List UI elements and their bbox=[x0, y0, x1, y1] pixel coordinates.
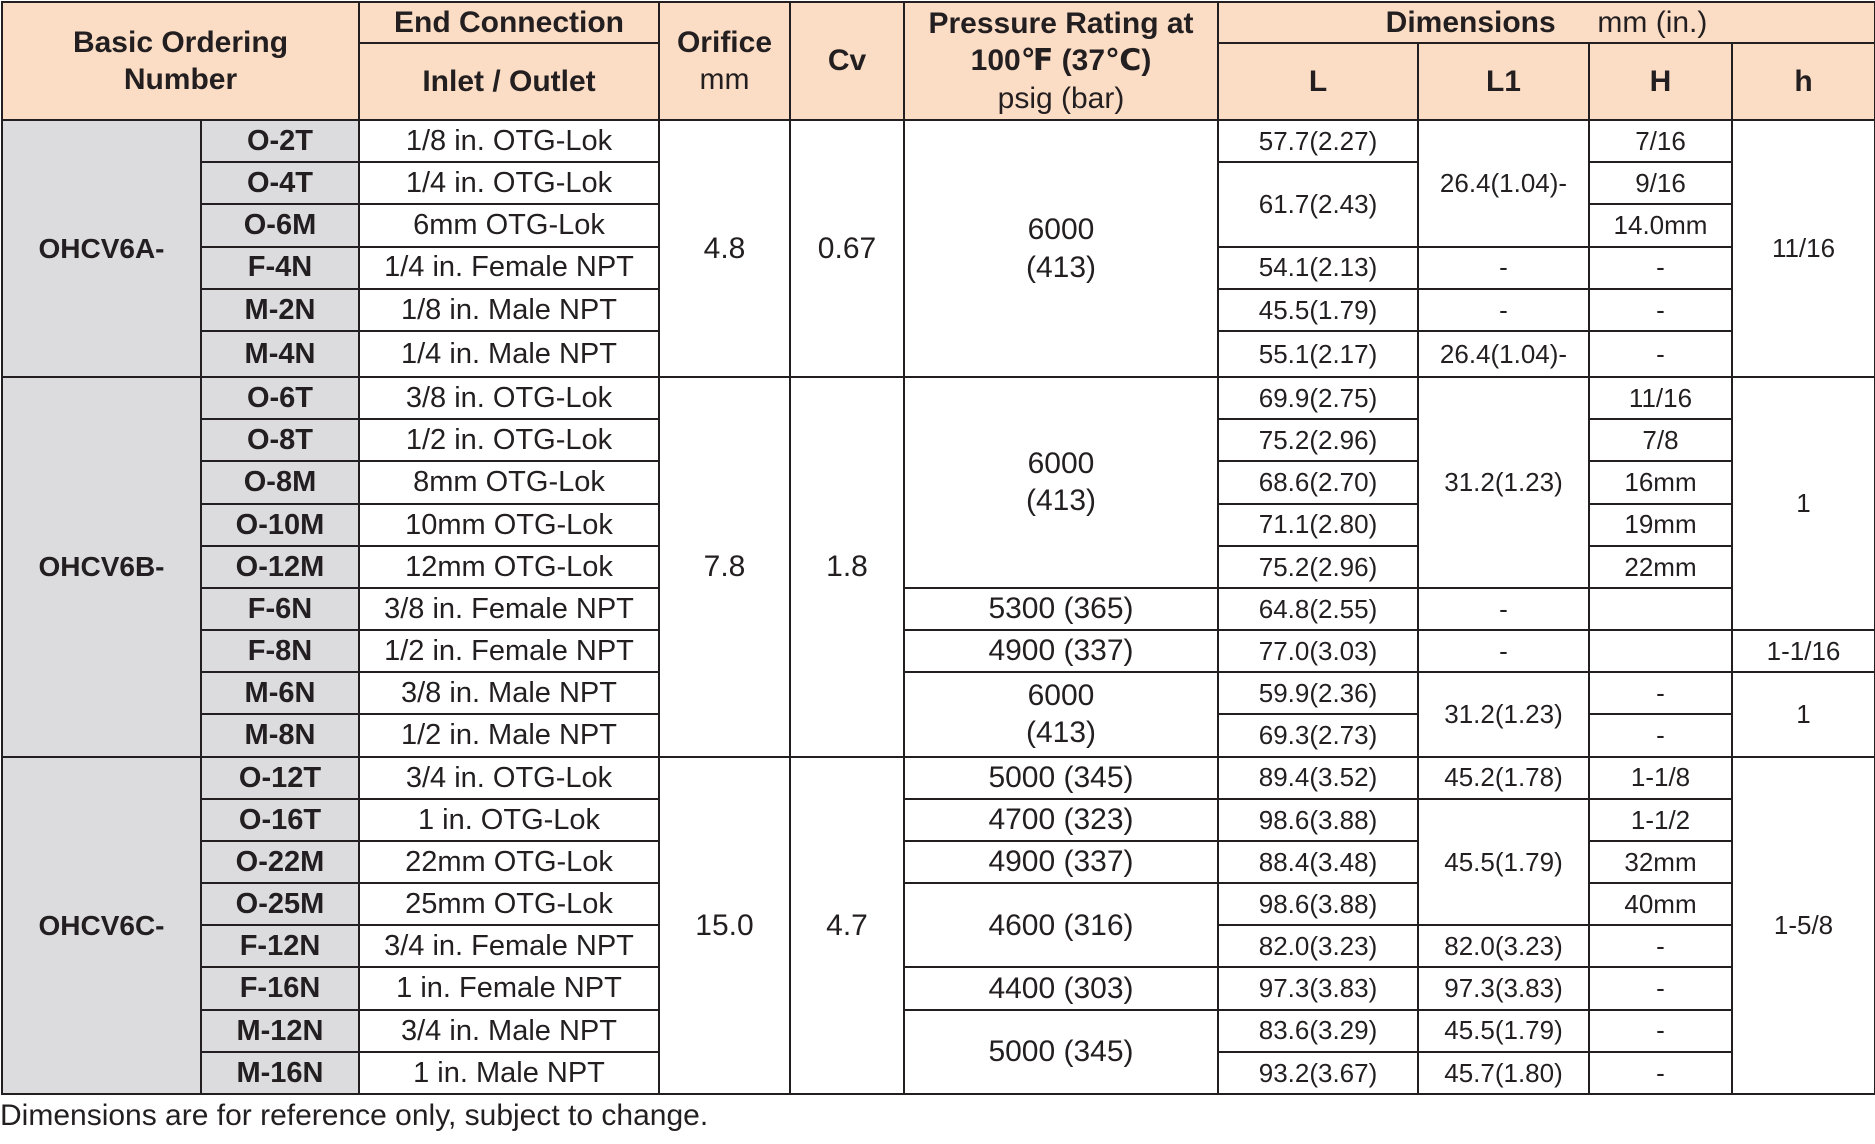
dim-small-h-cell: 1 bbox=[1732, 377, 1875, 630]
ordering-code: F-6N bbox=[201, 588, 359, 630]
dim-l-cell: 59.9(2.36) bbox=[1218, 672, 1418, 714]
dim-l1-cell: 97.3(3.83) bbox=[1418, 967, 1589, 1009]
dim-l-cell: 45.5(1.79) bbox=[1218, 289, 1418, 331]
pressure-cell: 6000 (413) bbox=[904, 377, 1218, 588]
dim-h-cell: - bbox=[1589, 925, 1732, 967]
cv-cell: 1.8 bbox=[790, 377, 904, 757]
dim-small-h-cell: 1-1/16 bbox=[1732, 630, 1875, 672]
dim-h-cell: 11/16 bbox=[1589, 377, 1732, 419]
dim-h-cell: 7/8 bbox=[1589, 419, 1732, 461]
dim-l-cell: 69.9(2.75) bbox=[1218, 377, 1418, 419]
dim-l1-cell: - bbox=[1418, 289, 1589, 331]
table-row bbox=[2, 883, 1875, 925]
header-col-l1: L1 bbox=[1418, 43, 1589, 120]
pressure-cell: 5000 (345) bbox=[904, 757, 1218, 799]
dim-l1-cell: 26.4(1.04)- bbox=[1418, 120, 1589, 247]
dim-h-cell: 40mm bbox=[1589, 883, 1732, 925]
ordering-code: M-2N bbox=[201, 289, 359, 331]
ordering-code: O-2T bbox=[201, 120, 359, 162]
dim-l-cell: 98.6(3.88) bbox=[1218, 883, 1418, 925]
table-row bbox=[2, 588, 1875, 630]
dim-l-cell: 75.2(2.96) bbox=[1218, 419, 1418, 461]
connection-cell: 3/8 in. Female NPT bbox=[359, 588, 659, 630]
connection-cell: 1 in. Female NPT bbox=[359, 967, 659, 1009]
table-row bbox=[2, 377, 1875, 419]
dim-l-cell: 61.7(2.43) bbox=[1218, 162, 1418, 246]
ordering-code: F-12N bbox=[201, 925, 359, 967]
header-col-h-upper: H bbox=[1589, 43, 1732, 120]
dim-h-cell: 9/16 bbox=[1589, 162, 1732, 204]
dim-l-cell: 97.3(3.83) bbox=[1218, 967, 1418, 1009]
ordering-code: M-8N bbox=[201, 714, 359, 756]
pressure-cell: 6000 (413) bbox=[904, 120, 1218, 377]
ordering-code: O-16T bbox=[201, 799, 359, 841]
dim-l1-cell: 26.4(1.04)- bbox=[1418, 331, 1589, 377]
table-row bbox=[2, 120, 1875, 162]
header-basic-ordering-number: Basic Ordering Number bbox=[2, 2, 359, 120]
dim-h-cell: 1-1/2 bbox=[1589, 799, 1732, 841]
connection-cell: 12mm OTG-Lok bbox=[359, 546, 659, 588]
connection-cell: 25mm OTG-Lok bbox=[359, 883, 659, 925]
table-row bbox=[2, 799, 1875, 841]
ordering-code: M-12N bbox=[201, 1010, 359, 1052]
pressure-cell: 4900 (337) bbox=[904, 841, 1218, 883]
dim-h-cell: 14.0mm bbox=[1589, 204, 1732, 246]
series-label: OHCV6C- bbox=[2, 757, 201, 1094]
dim-h-cell bbox=[1589, 588, 1732, 630]
table-row bbox=[2, 967, 1875, 1009]
ordering-code: O-12M bbox=[201, 546, 359, 588]
dim-l1-cell: - bbox=[1418, 588, 1589, 630]
ordering-code: O-6T bbox=[201, 377, 359, 419]
connection-cell: 1/4 in. OTG-Lok bbox=[359, 162, 659, 204]
connection-cell: 22mm OTG-Lok bbox=[359, 841, 659, 883]
pressure-cell: 4400 (303) bbox=[904, 967, 1218, 1009]
connection-cell: 1 in. OTG-Lok bbox=[359, 799, 659, 841]
dim-l-cell: 55.1(2.17) bbox=[1218, 331, 1418, 377]
dim-l-cell: 89.4(3.52) bbox=[1218, 757, 1418, 799]
dim-l1-cell: 45.5(1.79) bbox=[1418, 1010, 1589, 1052]
ordering-code: O-22M bbox=[201, 841, 359, 883]
connection-cell: 1/4 in. Male NPT bbox=[359, 331, 659, 377]
connection-cell: 3/4 in. Male NPT bbox=[359, 1010, 659, 1052]
pressure-cell: 4900 (337) bbox=[904, 630, 1218, 672]
dim-h-cell: - bbox=[1589, 967, 1732, 1009]
specification-table bbox=[1, 1, 1875, 1095]
table-row bbox=[2, 630, 1875, 672]
header-pressure-rating: Pressure Rating at 100℉ (37℃) psig (bar) bbox=[904, 2, 1218, 120]
cv-cell: 0.67 bbox=[790, 120, 904, 377]
connection-cell: 3/8 in. Male NPT bbox=[359, 672, 659, 714]
cv-cell: 4.7 bbox=[790, 757, 904, 1094]
dim-l-cell: 75.2(2.96) bbox=[1218, 546, 1418, 588]
connection-cell: 8mm OTG-Lok bbox=[359, 461, 659, 503]
dim-small-h-cell: 11/16 bbox=[1732, 120, 1875, 377]
connection-cell: 1/2 in. OTG-Lok bbox=[359, 419, 659, 461]
dim-h-cell bbox=[1589, 630, 1732, 672]
dim-l-cell: 57.7(2.27) bbox=[1218, 120, 1418, 162]
orifice-cell: 4.8 bbox=[659, 120, 790, 377]
dim-l-cell: 71.1(2.80) bbox=[1218, 504, 1418, 546]
dim-h-cell: - bbox=[1589, 247, 1732, 289]
ordering-code: F-8N bbox=[201, 630, 359, 672]
ordering-code: M-4N bbox=[201, 331, 359, 377]
ordering-code: O-8M bbox=[201, 461, 359, 503]
connection-cell: 1/4 in. Female NPT bbox=[359, 247, 659, 289]
header-orifice: Orifice mm bbox=[659, 2, 790, 120]
header-cv: Cv bbox=[790, 2, 904, 120]
header-col-l: L bbox=[1218, 43, 1418, 120]
connection-cell: 1/2 in. Male NPT bbox=[359, 714, 659, 756]
ordering-code: O-12T bbox=[201, 757, 359, 799]
dim-l1-cell: 45.7(1.80) bbox=[1418, 1052, 1589, 1094]
dim-h-cell: 7/16 bbox=[1589, 120, 1732, 162]
dim-l-cell: 68.6(2.70) bbox=[1218, 461, 1418, 503]
ordering-code: O-8T bbox=[201, 419, 359, 461]
ordering-code: O-10M bbox=[201, 504, 359, 546]
dim-h-cell: - bbox=[1589, 672, 1732, 714]
dim-h-cell: 22mm bbox=[1589, 546, 1732, 588]
dim-l1-cell: 45.5(1.79) bbox=[1418, 799, 1589, 926]
dim-l-cell: 69.3(2.73) bbox=[1218, 714, 1418, 756]
dim-small-h-cell: 1 bbox=[1732, 672, 1875, 756]
connection-cell: 6mm OTG-Lok bbox=[359, 204, 659, 246]
connection-cell: 3/8 in. OTG-Lok bbox=[359, 377, 659, 419]
pressure-cell: 4700 (323) bbox=[904, 799, 1218, 841]
table-row bbox=[2, 757, 1875, 799]
dim-h-cell: - bbox=[1589, 714, 1732, 756]
connection-cell: 1/8 in. OTG-Lok bbox=[359, 120, 659, 162]
dim-l1-cell: 31.2(1.23) bbox=[1418, 672, 1589, 756]
pressure-cell: 5000 (345) bbox=[904, 1010, 1218, 1094]
dim-l-cell: 64.8(2.55) bbox=[1218, 588, 1418, 630]
dim-h-cell: 1-1/8 bbox=[1589, 757, 1732, 799]
pressure-cell: 4600 (316) bbox=[904, 883, 1218, 967]
header-end-connection: End Connection bbox=[359, 2, 659, 43]
header-dimensions: Dimensions mm (in.) bbox=[1218, 2, 1875, 43]
dim-l1-cell: 45.2(1.78) bbox=[1418, 757, 1589, 799]
table-row bbox=[2, 672, 1875, 714]
dim-l-cell: 82.0(3.23) bbox=[1218, 925, 1418, 967]
pressure-cell: 6000 (413) bbox=[904, 672, 1218, 756]
connection-cell: 10mm OTG-Lok bbox=[359, 504, 659, 546]
ordering-code: M-16N bbox=[201, 1052, 359, 1094]
dim-small-h-cell: 1-5/8 bbox=[1732, 757, 1875, 1094]
table-row bbox=[2, 1010, 1875, 1052]
dim-l1-cell: - bbox=[1418, 247, 1589, 289]
dim-l-cell: 83.6(3.29) bbox=[1218, 1010, 1418, 1052]
ordering-code: M-6N bbox=[201, 672, 359, 714]
dim-l-cell: 88.4(3.48) bbox=[1218, 841, 1418, 883]
dim-h-cell: - bbox=[1589, 1052, 1732, 1094]
dim-l1-cell: 82.0(3.23) bbox=[1418, 925, 1589, 967]
dim-h-cell: 16mm bbox=[1589, 461, 1732, 503]
ordering-code: O-4T bbox=[201, 162, 359, 204]
dim-l-cell: 77.0(3.03) bbox=[1218, 630, 1418, 672]
dim-h-cell: - bbox=[1589, 1010, 1732, 1052]
dim-h-cell: 19mm bbox=[1589, 504, 1732, 546]
dim-l-cell: 54.1(2.13) bbox=[1218, 247, 1418, 289]
ordering-code: F-4N bbox=[201, 247, 359, 289]
series-label: OHCV6B- bbox=[2, 377, 201, 757]
connection-cell: 1 in. Male NPT bbox=[359, 1052, 659, 1094]
ordering-code: O-25M bbox=[201, 883, 359, 925]
dim-l-cell: 98.6(3.88) bbox=[1218, 799, 1418, 841]
header-inlet-outlet: Inlet / Outlet bbox=[359, 43, 659, 120]
ordering-code: F-16N bbox=[201, 967, 359, 1009]
series-label: OHCV6A- bbox=[2, 120, 201, 377]
ordering-code: O-6M bbox=[201, 204, 359, 246]
orifice-cell: 7.8 bbox=[659, 377, 790, 757]
orifice-cell: 15.0 bbox=[659, 757, 790, 1094]
table-row bbox=[2, 841, 1875, 883]
pressure-cell: 5300 (365) bbox=[904, 588, 1218, 630]
dim-h-cell: 32mm bbox=[1589, 841, 1732, 883]
dim-h-cell: - bbox=[1589, 331, 1732, 377]
connection-cell: 3/4 in. Female NPT bbox=[359, 925, 659, 967]
dim-h-cell: - bbox=[1589, 289, 1732, 331]
dim-l1-cell: 31.2(1.23) bbox=[1418, 377, 1589, 588]
connection-cell: 1/2 in. Female NPT bbox=[359, 630, 659, 672]
connection-cell: 3/4 in. OTG-Lok bbox=[359, 757, 659, 799]
header-col-h-lower: h bbox=[1732, 43, 1875, 120]
dim-l1-cell: - bbox=[1418, 630, 1589, 672]
dim-l-cell: 93.2(3.67) bbox=[1218, 1052, 1418, 1094]
connection-cell: 1/8 in. Male NPT bbox=[359, 289, 659, 331]
footnote: Dimensions are for reference only, subject to change. bbox=[0, 1099, 709, 1132]
